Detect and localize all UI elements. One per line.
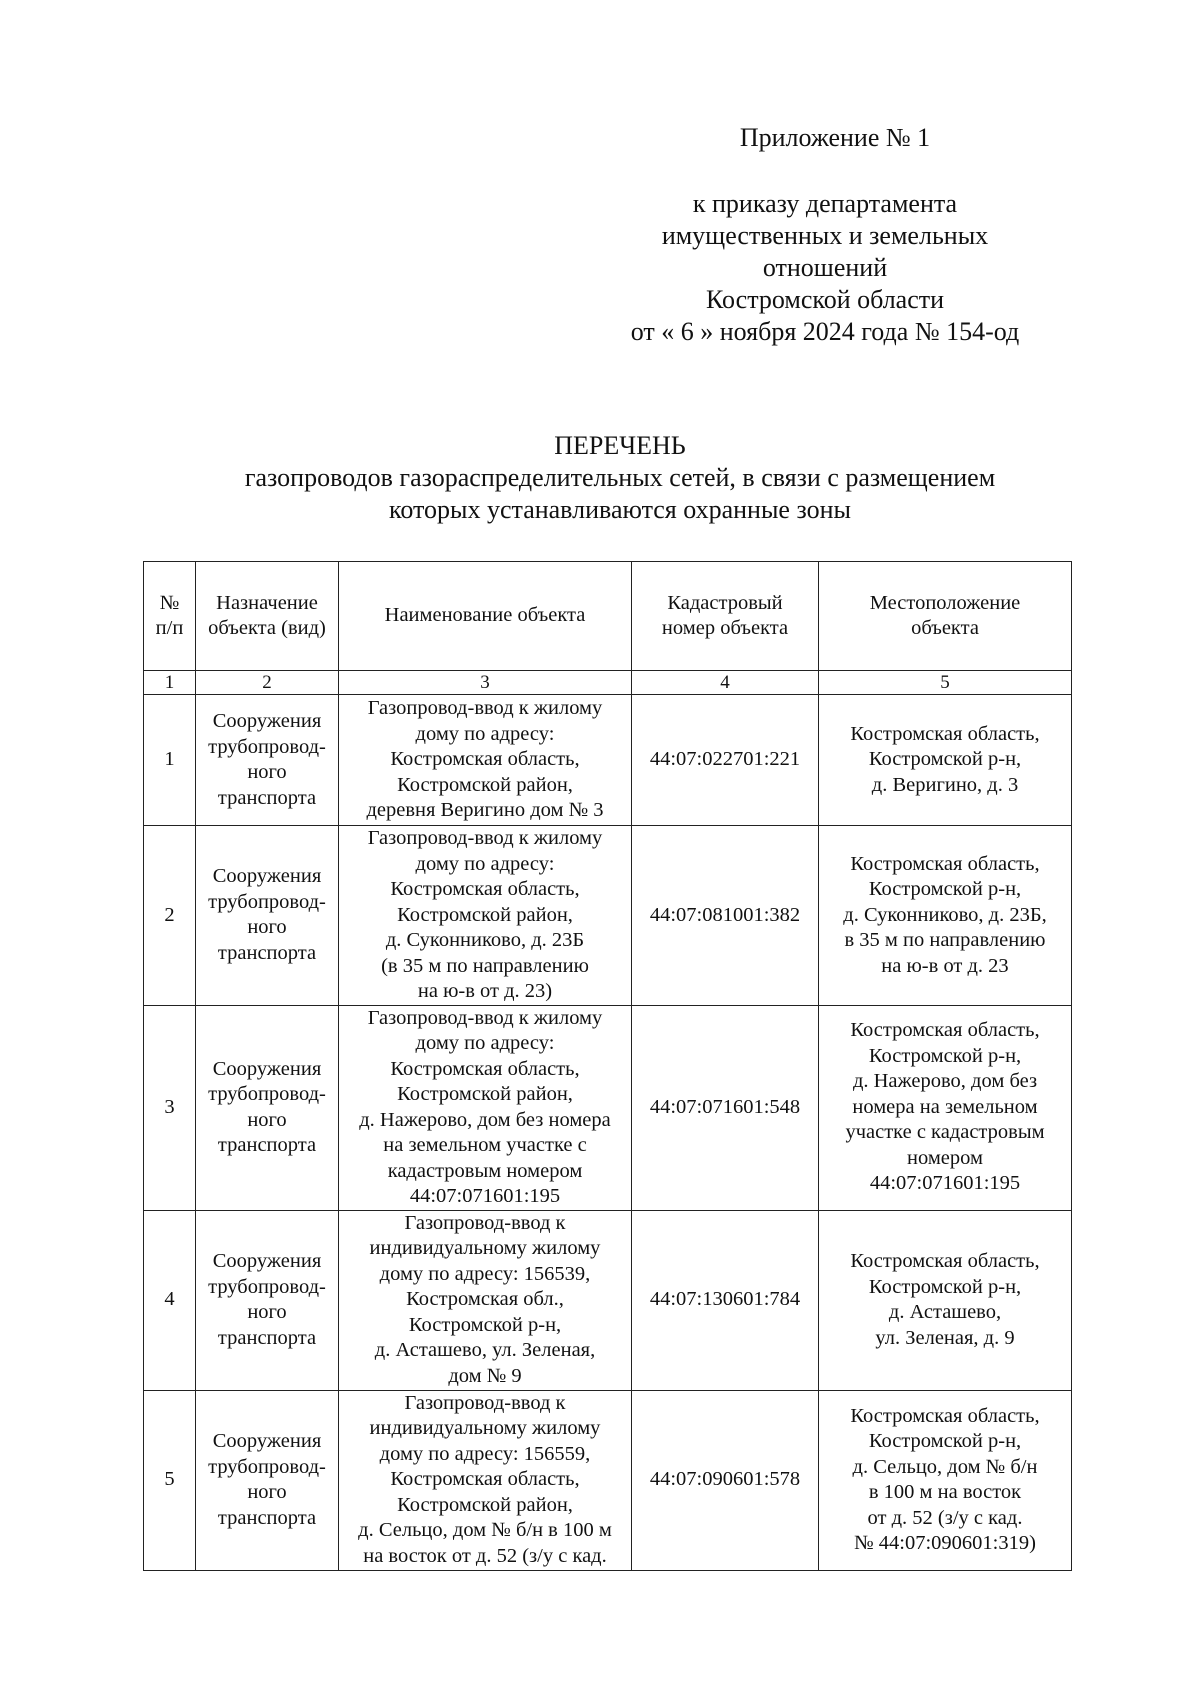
cell-text-line: № 44:07:090601:319) [854, 1532, 1036, 1554]
table-row [144, 826, 1072, 1006]
cell-text-line: дому по адресу: [415, 852, 555, 875]
cell-text-line: индивидуальному жилому [369, 1237, 601, 1260]
cell-text-line: Назначение [216, 591, 318, 614]
cell-text-line: д. Суконниково, д. 23Б, [843, 903, 1047, 926]
appendix-line: Костромской области [705, 285, 945, 314]
cell-text-line: Костромская область, [390, 1468, 580, 1491]
cell-text-line: № [159, 591, 180, 614]
objects-table [143, 561, 1072, 1571]
cell-text-line: Костромской р-н, [868, 748, 1022, 771]
row-number-cell: 1 [144, 695, 196, 826]
table-row [144, 1210, 1072, 1390]
cell-text-line: в 35 м по направлению [844, 929, 1046, 951]
cell-text-line: номером [907, 1146, 983, 1169]
cell-text-line: объекта (вид) [208, 617, 326, 639]
cell-text-line: ул. Зеленая, д. 9 [875, 1326, 1015, 1349]
cell-text-line: Сооружения [212, 710, 322, 732]
cell-text-line: Кадастровый [667, 591, 783, 614]
cell-text-line: транспорта [217, 1326, 317, 1349]
cell-text-line: от д. 52 (з/у с кад. [867, 1506, 1023, 1529]
appendix-line: имущественных и земельных [661, 221, 989, 250]
cell-text-line: дому по адресу: [415, 722, 555, 745]
cell-text-line: (в 35 м по направлению [381, 954, 589, 977]
location-cell [819, 1210, 1072, 1390]
cell-text-line: д. Сельцо, дом № б/н [852, 1455, 1038, 1478]
appendix-block [580, 122, 1070, 348]
cell-text-line: Сооружения [212, 1430, 322, 1452]
row-number-cell: 3 [144, 1005, 196, 1210]
cell-text-line: Местоположение [869, 591, 1021, 614]
cell-text-line: ного [247, 1108, 287, 1131]
location-cell [819, 695, 1072, 826]
cell-text-line: дому по адресу: [415, 1032, 555, 1054]
header-cell [339, 562, 632, 671]
cadastral-number-cell: 44:07:022701:221 [632, 695, 819, 826]
location-cell [819, 1390, 1072, 1570]
cell-text-line: номер объекта [661, 617, 789, 639]
header-cell [819, 562, 1072, 671]
cell-text-line: Костромская область, [390, 748, 580, 771]
row-number-cell: 2 [144, 826, 196, 1006]
purpose-cell [196, 695, 339, 826]
cell-text-line: Костромской р-н, [868, 1430, 1022, 1452]
cell-text-line: д. Суконниково, д. 23Б [385, 929, 585, 951]
document-title-block [130, 430, 1110, 526]
cell-text-line: Костромская область, [390, 1057, 580, 1080]
cadastral-number-cell: 44:07:130601:784 [632, 1210, 819, 1390]
cell-text-line: Наименование объекта [384, 604, 586, 627]
cell-text-line: Костромская обл., [406, 1288, 564, 1311]
table-header-row [144, 562, 1072, 671]
cell-text-line: Костромской район, [397, 1493, 573, 1516]
cell-text-line: д. Асташево, [888, 1301, 1002, 1323]
cadastral-number-cell: 44:07:081001:382 [632, 826, 819, 1006]
cell-text-line: Костромская область, [850, 852, 1040, 875]
cell-text-line: на земельном участке с [383, 1134, 587, 1156]
cell-text-line: Костромской район, [397, 1083, 573, 1105]
cell-text-line: Костромская область, [850, 1250, 1040, 1272]
cell-text-line: индивидуальному жилому [369, 1417, 601, 1440]
cell-text-line: ного [247, 761, 287, 783]
cell-text-line: трубопровод- [208, 1455, 326, 1478]
column-number-cell: 1 [144, 671, 196, 695]
cell-text-line: ного [247, 916, 287, 939]
column-number-cell: 3 [339, 671, 632, 695]
cell-text-line: Газопровод-ввод к [404, 1391, 566, 1414]
object-name-cell [339, 1210, 632, 1390]
column-number-cell: 5 [819, 671, 1072, 695]
cell-text-line: Костромская область, [850, 1404, 1040, 1427]
purpose-cell [196, 1210, 339, 1390]
cell-text-line: Костромской р-н, [868, 1044, 1022, 1067]
cell-text-line: дому по адресу: 156559, [379, 1442, 591, 1465]
cell-text-line: трубопровод- [208, 1275, 326, 1298]
cell-text-line: трубопровод- [208, 890, 326, 913]
cell-text-line: трубопровод- [208, 1083, 326, 1105]
cell-text-line: транспорта [217, 941, 317, 964]
cadastral-number-cell: 44:07:071601:548 [632, 1005, 819, 1210]
object-name-cell [339, 1390, 632, 1570]
cell-text-line: объекта [911, 617, 979, 639]
cell-text-line: дому по адресу: 156539, [379, 1262, 591, 1285]
column-number-cell: 4 [632, 671, 819, 695]
cell-text-line: кадастровым номером [387, 1159, 583, 1182]
cell-text-line: Костромской р-н, [868, 878, 1022, 900]
cadastral-number-cell: 44:07:090601:578 [632, 1390, 819, 1570]
cell-text-line: д. Веригино, д. 3 [871, 773, 1019, 796]
cell-text-line: Костромской р-н, [408, 1313, 562, 1336]
cell-text-line: транспорта [217, 786, 317, 809]
appendix-title: Приложение № 1 [739, 123, 931, 152]
column-number-row [144, 671, 1072, 695]
cell-text-line: д. Нажерово, дом без [852, 1070, 1038, 1093]
header-cell [144, 562, 196, 671]
cell-text-line: д. Сельцо, дом № б/н в 100 м [358, 1519, 612, 1542]
cell-text-line: Костромской район, [397, 903, 573, 926]
row-number-cell: 5 [144, 1390, 196, 1570]
location-cell [819, 826, 1072, 1006]
table-row [144, 1390, 1072, 1570]
cell-text-line: Газопровод-ввод к [404, 1211, 566, 1234]
appendix-line: к приказу департамента [692, 189, 958, 218]
cell-text-line: Костромская область, [390, 878, 580, 900]
cell-text-line: в 100 м на восток [868, 1481, 1022, 1503]
object-name-cell [339, 1005, 632, 1210]
table-row [144, 695, 1072, 826]
purpose-cell [196, 1005, 339, 1210]
cell-text-line: д. Нажерово, дом без номера [359, 1108, 611, 1131]
cell-text-line: транспорта [217, 1134, 317, 1156]
purpose-cell [196, 826, 339, 1006]
cell-text-line: Сооружения [212, 1250, 322, 1272]
cell-text-line: 44:07:071601:195 [869, 1172, 1021, 1195]
cell-text-line: на восток от д. 52 (з/у с кад. [363, 1544, 607, 1567]
cell-text-line: Газопровод-ввод к жилому [367, 1006, 603, 1029]
header-cell [196, 562, 339, 671]
header-cell [632, 562, 819, 671]
cell-text-line: д. Асташево, ул. Зеленая, [374, 1339, 596, 1362]
cell-text-line: транспорта [217, 1506, 317, 1529]
cell-text-line: номера на земельном [852, 1095, 1038, 1118]
table-row [144, 1005, 1072, 1210]
document-title: ПЕРЕЧЕНЬ [554, 431, 686, 460]
row-number-cell: 4 [144, 1210, 196, 1390]
appendix-line: от « 6 » ноября 2024 года № 154-од [630, 317, 1020, 346]
column-number-cell: 2 [196, 671, 339, 695]
cell-text-line: ного [247, 1301, 287, 1323]
cell-text-line: Сооружения [212, 1057, 322, 1080]
cell-text-line: Газопровод-ввод к жилому [367, 827, 603, 849]
cell-text-line: на ю-в от д. 23) [417, 980, 553, 1002]
document-subtitle-line: которых устанавливаются охранные зоны [389, 495, 851, 524]
cell-text-line: на ю-в от д. 23 [881, 954, 1009, 977]
cell-text-line: трубопровод- [208, 735, 326, 758]
cell-text-line: Костромской район, [397, 773, 573, 796]
cell-text-line: участке с кадастровым [845, 1121, 1045, 1144]
object-name-cell [339, 826, 632, 1006]
cell-text-line: Сооружения [212, 865, 322, 888]
cell-text-line: Газопровод-ввод к жилому [367, 697, 603, 720]
cell-text-line: п/п [155, 617, 184, 639]
cell-text-line: ного [247, 1481, 287, 1503]
document-subtitle-line: газопроводов газораспределительных сетей, в связи с размещением [244, 463, 996, 492]
purpose-cell [196, 1390, 339, 1570]
cell-text-line: Костромская область, [850, 1019, 1040, 1042]
cell-text-line: деревня Веригино дом № 3 [366, 799, 604, 822]
cell-text-line: 44:07:071601:195 [409, 1185, 561, 1207]
appendix-line: отношений [762, 253, 888, 282]
object-name-cell [339, 695, 632, 826]
cell-text-line: Костромская область, [850, 722, 1040, 745]
location-cell [819, 1005, 1072, 1210]
cell-text-line: Костромской р-н, [868, 1275, 1022, 1298]
cell-text-line: дом № 9 [448, 1364, 522, 1387]
